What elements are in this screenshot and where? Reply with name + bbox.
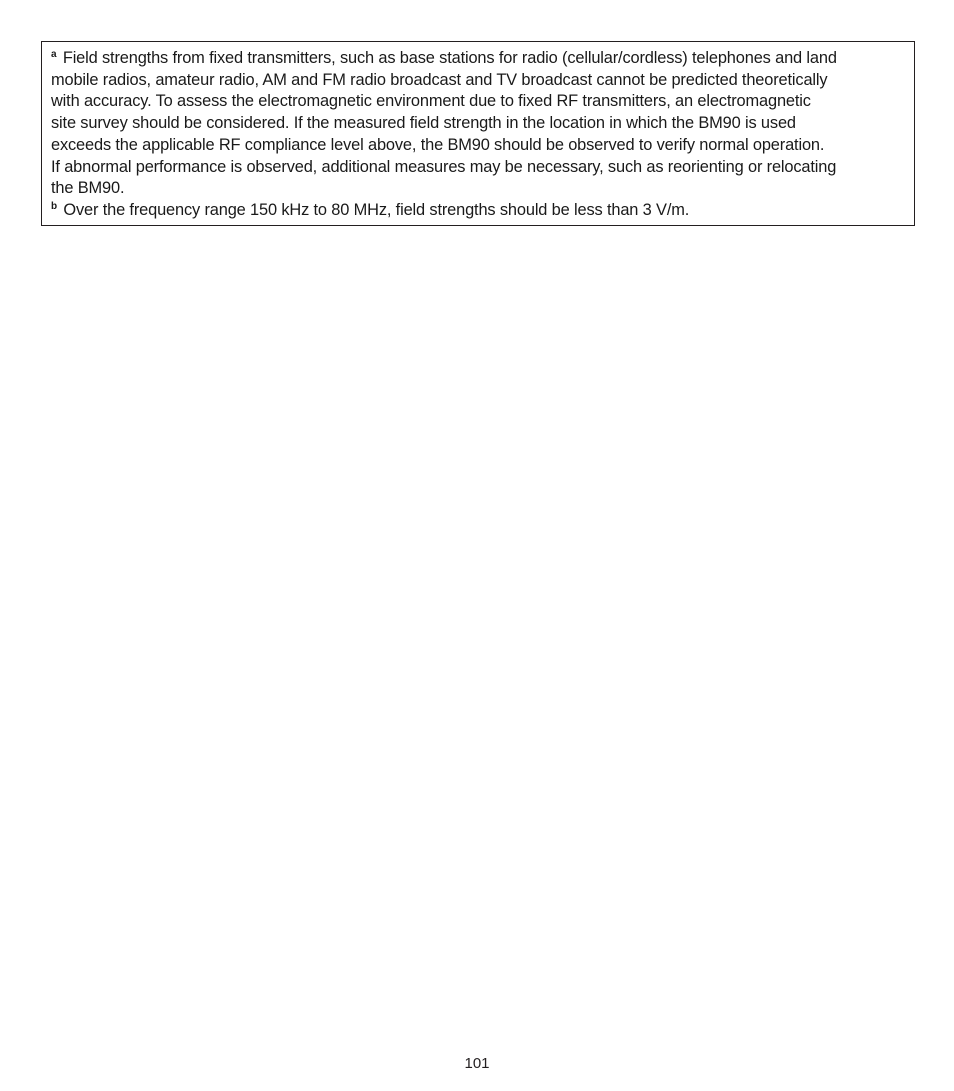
footnotes-box — [41, 41, 915, 226]
footnote-b-marker: b — [51, 200, 57, 212]
footnote-b-line — [51, 200, 904, 222]
footnote-a-line: the BM90. — [51, 179, 125, 198]
footnote-a-line: with accuracy. To assess the electromagnetic environment due to fixed RF transmitters, an electromagnetic — [51, 92, 811, 111]
footnote-a-text: Field strengths from fixed transmitters, such as base stations for radio (cellular/cordless) telephones and land — [62, 49, 837, 67]
footnote-a-line: exceeds the applicable RF compliance level above, the BM90 should be observed to verify normal operation. — [51, 135, 825, 154]
footnote-a-line: If abnormal performance is observed, additional measures may be necessary, such as reorienting or relocating — [51, 157, 837, 176]
footnote-a-line — [51, 48, 904, 70]
footnote-a-line: mobile radios, amateur radio, AM and FM radio broadcast and TV broadcast cannot be predicted theoretically — [51, 70, 828, 89]
footnote-b-text: Over the frequency range 150 kHz to 80 MHz, field strengths should be less than 3 V/m. — [63, 200, 690, 219]
footnote-a-line: site survey should be considered. If the measured field strength in the location in which the BM90 is used — [51, 114, 796, 133]
footnote-a-marker: a — [51, 49, 57, 60]
page-number: 101 — [464, 1055, 490, 1072]
